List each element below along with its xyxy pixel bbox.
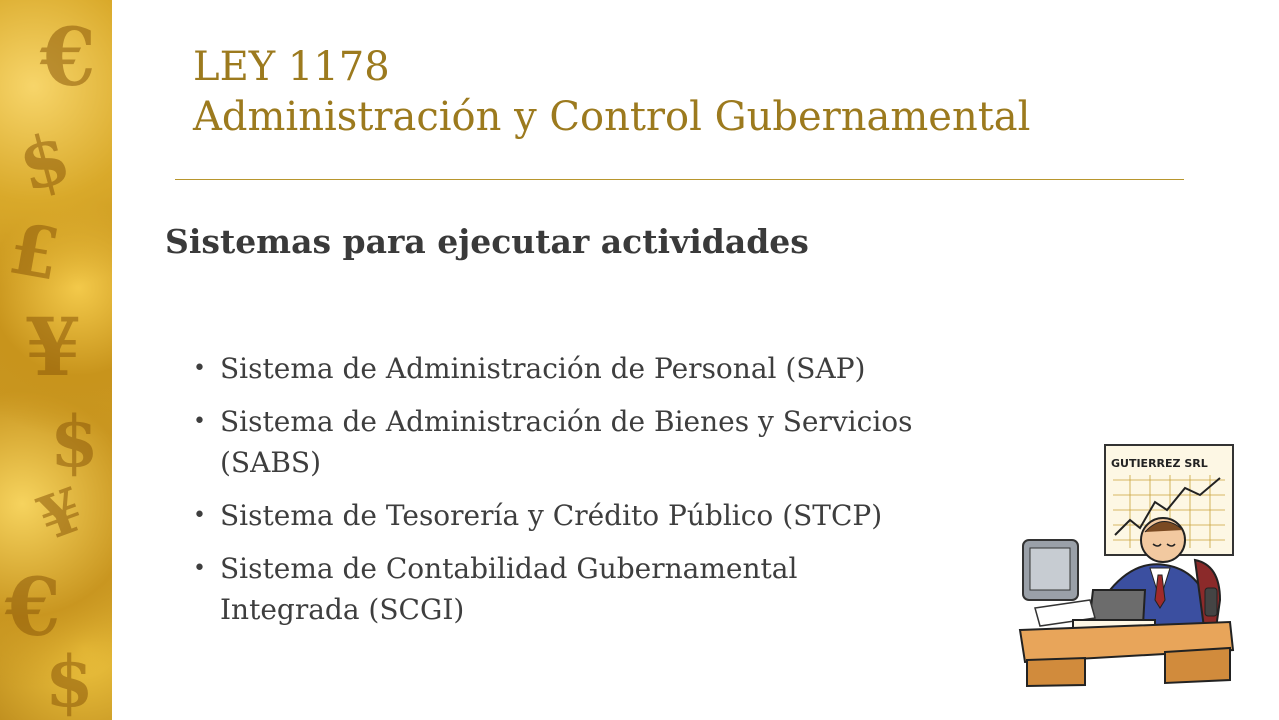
slide-title — [193, 42, 1030, 142]
list-item-text: Sistema de Administración de Personal (SAP) — [220, 352, 866, 385]
title-line-2: Administración y Control Gubernamental — [193, 94, 1031, 140]
dollar-symbol-icon: $ — [10, 115, 79, 208]
businessman-cartoon-illustration — [1015, 440, 1240, 688]
bullet-icon: • — [193, 356, 206, 381]
euro-symbol-icon: € — [40, 10, 96, 104]
bullet-list — [193, 348, 993, 642]
list-item-text: Sistema de Administración de Bienes y Servicios — [220, 405, 913, 438]
phone-icon — [1205, 588, 1217, 616]
title-line-1: LEY 1178 — [193, 44, 390, 90]
chart-sign-text: GUTIERREZ SRL — [1111, 457, 1208, 470]
title-divider — [175, 179, 1184, 180]
list-item — [193, 548, 993, 630]
list-item — [193, 495, 993, 536]
list-item-text-continued: (SABS) — [220, 446, 322, 479]
bullet-icon: • — [193, 556, 206, 581]
yen-symbol-icon: ¥ — [25, 300, 81, 394]
dollar-symbol-icon: $ — [50, 400, 99, 483]
yen-symbol-icon: ¥ — [29, 474, 93, 556]
list-item-text: Sistema de Tesorería y Crédito Público (STCP) — [220, 499, 883, 532]
slide-subtitle: Sistemas para ejecutar actividades — [165, 222, 809, 261]
list-item-text-continued: Integrada (SCGI) — [220, 593, 465, 626]
dollar-symbol-icon: $ — [45, 640, 94, 720]
list-item — [193, 348, 993, 389]
list-item-text: Sistema de Contabilidad Gubernamental — [220, 552, 798, 585]
bullet-icon: • — [193, 409, 206, 434]
pound-symbol-icon: £ — [3, 206, 66, 297]
gold-currency-strip — [0, 0, 112, 720]
list-item — [193, 401, 993, 483]
bullet-icon: • — [193, 503, 206, 528]
euro-symbol-icon: € — [5, 560, 61, 654]
desk-front — [1027, 658, 1085, 686]
